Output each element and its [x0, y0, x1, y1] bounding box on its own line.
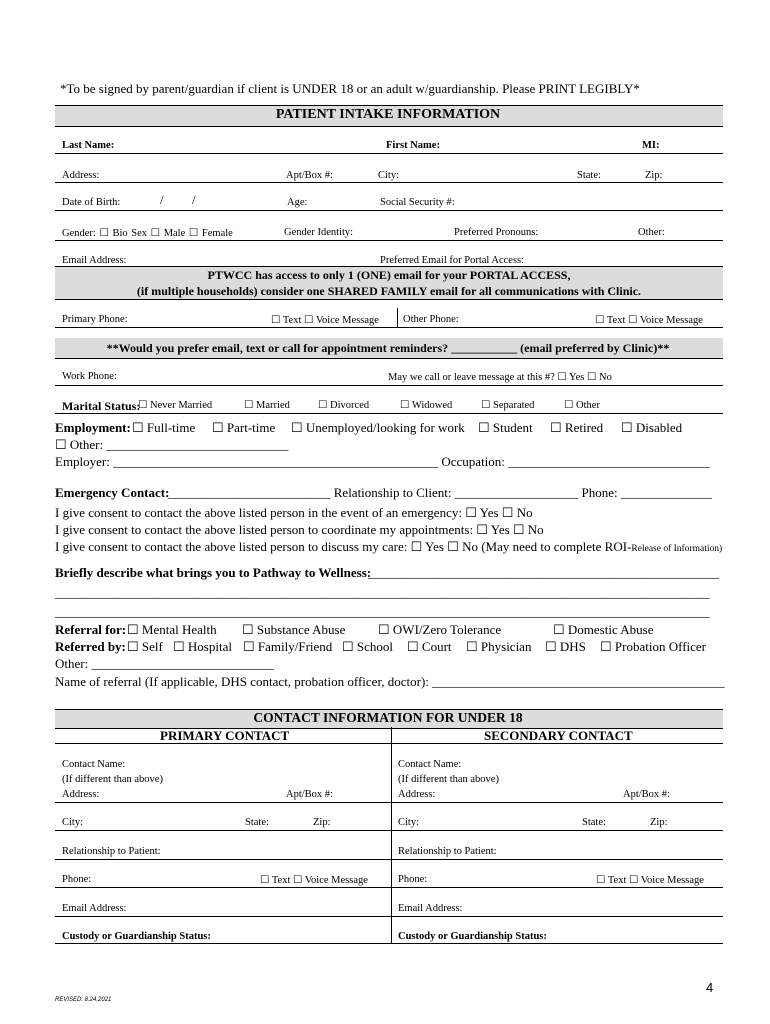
secondary-contact-name-label: Contact Name: — [398, 759, 462, 770]
other-label: Other: — [638, 227, 665, 238]
primary-custody-label: Custody or Guardianship Status: — [62, 931, 211, 942]
primary-address-label: Address: — [62, 789, 100, 800]
referred-family-friend[interactable]: ☐ Family/Friend — [243, 639, 333, 654]
employer-occupation[interactable]: Employer: __________________________________________________ Occupation: _______________________________ — [55, 454, 710, 469]
primary-zip-label: Zip: — [313, 817, 331, 828]
secondary-if-different: (If different than above) — [398, 774, 499, 785]
referral-other[interactable]: Other: ____________________________ — [55, 656, 274, 671]
primary-relationship-label: Relationship to Patient: — [62, 846, 161, 857]
portal-note-line2: (if multiple households) consider one SHARED FAMILY email for all communications with Clinic. — [136, 284, 642, 298]
primary-contact-name-label: Contact Name: — [62, 759, 126, 770]
employment-other[interactable]: ☐ Other: ____________________________ — [55, 437, 289, 452]
consent-care[interactable] — [55, 539, 722, 555]
secondary-phone-label: Phone: — [398, 874, 428, 885]
primary-address-line[interactable] — [55, 802, 391, 803]
marital-never-married[interactable]: ☐ Never Married — [138, 400, 213, 411]
dob-slash-2: / — [192, 192, 196, 207]
page-number: 4 — [706, 980, 714, 995]
portal-email-label: Preferred Email for Portal Access: — [380, 255, 525, 266]
secondary-city-label: City: — [398, 817, 420, 828]
describe-blank-line-2[interactable]: _____________________________________________________________________________________________________ — [55, 604, 710, 619]
gender-identity-label: Gender Identity: — [284, 227, 354, 238]
emergency-contact-fields[interactable]: _________________________ Relationship to Client: ___________________ Phone: ______________ — [168, 485, 712, 500]
revised-date: REVISED: 8.24.2021 — [55, 997, 112, 1003]
primary-apt-label: Apt/Box #: — [286, 789, 333, 800]
header-note: *To be signed by parent/guardian if client is UNDER 18 or an adult w/guardianship. Please PRINT LEGIBLY* — [60, 81, 640, 96]
marital-divorced[interactable]: ☐ Divorced — [318, 400, 370, 411]
referred-self[interactable]: ☐ Self — [127, 639, 163, 654]
primary-email-label: Email Address: — [62, 903, 127, 914]
leave-message-question[interactable]: May we call or leave message at this #? ☐ Yes ☐ No — [388, 372, 612, 383]
work-phone-line[interactable] — [55, 385, 723, 386]
referred-by-label: Referred by: — [55, 639, 126, 654]
referral-domestic-abuse[interactable]: ☐ Domestic Abuse — [553, 622, 654, 637]
referred-court[interactable]: ☐ Court — [407, 639, 452, 654]
other-phone-label: Other Phone: — [403, 314, 459, 325]
secondary-relationship-line[interactable] — [391, 859, 723, 860]
describe-blank-line-1[interactable]: _____________________________________________________________________________________________________ — [55, 585, 710, 600]
zip-label: Zip: — [645, 170, 663, 181]
city-label: City: — [378, 170, 400, 181]
referral-substance-abuse[interactable]: ☐ Substance Abuse — [242, 622, 346, 637]
secondary-phone-options[interactable]: ☐ Text ☐ Voice Message — [596, 875, 704, 886]
primary-city-label: City: — [62, 817, 84, 828]
consent-care-note: Release of Information) — [631, 544, 723, 554]
primary-phone-line[interactable] — [55, 887, 391, 888]
referred-school[interactable]: ☐ School — [342, 639, 394, 654]
referred-dhs[interactable]: ☐ DHS — [545, 639, 586, 654]
consent-emergency[interactable]: I give consent to contact the above listed person in the event of an emergency: ☐ Yes ☐ No — [55, 505, 533, 520]
phone-line[interactable] — [55, 327, 723, 328]
primary-custody-line[interactable] — [55, 943, 391, 944]
employment-student[interactable]: ☐ Student — [478, 420, 533, 435]
primary-city-line[interactable] — [55, 830, 391, 831]
employment-full-time[interactable]: ☐ Full-time — [132, 420, 196, 435]
dob-label: Date of Birth: — [62, 197, 121, 208]
employment-unemployed[interactable]: ☐ Unemployed/looking for work — [291, 420, 465, 435]
secondary-phone-line[interactable] — [391, 887, 723, 888]
dob-slash-1: / — [160, 192, 164, 207]
marital-married[interactable]: ☐ Married — [244, 400, 290, 411]
address-line[interactable] — [55, 182, 723, 183]
primary-phone-label: Phone: — [62, 874, 92, 885]
marital-widowed[interactable]: ☐ Widowed — [400, 400, 453, 411]
secondary-email-line[interactable] — [391, 916, 723, 917]
secondary-custody-line[interactable] — [391, 943, 723, 944]
contact-title: CONTACT INFORMATION FOR UNDER 18 — [253, 710, 523, 725]
secondary-email-label: Email Address: — [398, 903, 463, 914]
primary-state-label: State: — [245, 817, 269, 828]
secondary-relationship-label: Relationship to Patient: — [398, 846, 497, 857]
secondary-address-label: Address: — [398, 789, 436, 800]
address-label: Address: — [62, 170, 100, 181]
primary-phone-options[interactable]: ☐ Text ☐ Voice Message — [271, 315, 379, 326]
primary-contact-header: PRIMARY CONTACT — [160, 728, 290, 743]
describe-label: Briefly describe what brings you to Pathway to Wellness: — [55, 565, 372, 580]
marital-other[interactable]: ☐ Other — [564, 400, 600, 411]
work-phone-label: Work Phone: — [62, 371, 117, 382]
referred-physician[interactable]: ☐ Physician — [466, 639, 532, 654]
employment-label: Employment: — [55, 420, 131, 435]
describe-line[interactable]: ______________________________________________________ — [368, 565, 719, 580]
pronouns-label: Preferred Pronouns: — [454, 227, 539, 238]
referral-name[interactable]: Name of referral (If applicable, DHS contact, probation officer, doctor): _____________________________________________ — [55, 674, 725, 689]
secondary-zip-label: Zip: — [650, 817, 668, 828]
consent-appointments[interactable]: I give consent to contact the above listed person to coordinate my appointments: ☐ Yes ☐ No — [55, 522, 544, 537]
marital-line — [55, 413, 723, 414]
employment-disabled[interactable]: ☐ Disabled — [621, 420, 683, 435]
secondary-address-line[interactable] — [391, 802, 723, 803]
other-phone-options[interactable]: ☐ Text ☐ Voice Message — [595, 315, 703, 326]
first-name-label: First Name: — [386, 140, 440, 151]
secondary-apt-label: Apt/Box #: — [623, 789, 670, 800]
referred-hospital[interactable]: ☐ Hospital — [173, 639, 232, 654]
referral-for-label: Referral for: — [55, 622, 127, 637]
employment-part-time[interactable]: ☐ Part-time — [212, 420, 276, 435]
contact-header-line — [55, 743, 723, 744]
referred-probation-officer[interactable]: ☐ Probation Officer — [600, 639, 706, 654]
secondary-state-label: State: — [582, 817, 606, 828]
age-label: Age: — [287, 197, 308, 208]
gender-options[interactable]: Gender: ☐ Bio Sex ☐ Male ☐ Female — [62, 228, 233, 239]
last-name-label: Last Name: — [62, 140, 115, 151]
marital-status-label: Marital Status: — [62, 399, 141, 413]
phone-divider — [397, 308, 398, 328]
email-label: Email Address: — [62, 255, 127, 266]
intake-title: PATIENT INTAKE INFORMATION — [275, 107, 501, 122]
secondary-contact-header: SECONDARY CONTACT — [484, 728, 633, 743]
primary-relationship-line[interactable] — [55, 859, 391, 860]
secondary-custody-label: Custody or Guardianship Status: — [398, 931, 547, 942]
primary-if-different: (If different than above) — [62, 774, 163, 785]
secondary-city-line[interactable] — [391, 830, 723, 831]
contact-divider — [391, 727, 392, 943]
primary-email-line[interactable] — [55, 916, 391, 917]
reminder-preference: **Would you prefer email, text or call for appointment reminders? ___________ (email preferred by Clinic)** — [106, 341, 670, 355]
primary-phone-options[interactable]: ☐ Text ☐ Voice Message — [260, 875, 368, 886]
consent-care-text: I give consent to contact the above listed person to discuss my care: ☐ Yes ☐ No (May need to complete ROI- — [55, 539, 632, 554]
emergency-contact-label: Emergency Contact: — [55, 485, 170, 500]
employment-retired[interactable]: ☐ Retired — [550, 420, 604, 435]
gender-line[interactable] — [55, 240, 723, 241]
primary-phone-label: Primary Phone: — [62, 314, 128, 325]
marital-separated[interactable]: ☐ Separated — [481, 400, 535, 411]
state-label: State: — [577, 170, 601, 181]
ssn-label: Social Security #: — [380, 197, 455, 208]
portal-note-line1: PTWCC has access to only 1 (ONE) email for your PORTAL ACCESS, — [207, 268, 571, 282]
last-name-line[interactable] — [55, 153, 723, 154]
mi-label: MI: — [642, 140, 660, 151]
referral-owi[interactable]: ☐ OWI/Zero Tolerance — [378, 622, 502, 637]
apt-label: Apt/Box #: — [286, 170, 333, 181]
referral-mental-health[interactable]: ☐ Mental Health — [127, 622, 217, 637]
dob-line[interactable] — [55, 210, 723, 211]
